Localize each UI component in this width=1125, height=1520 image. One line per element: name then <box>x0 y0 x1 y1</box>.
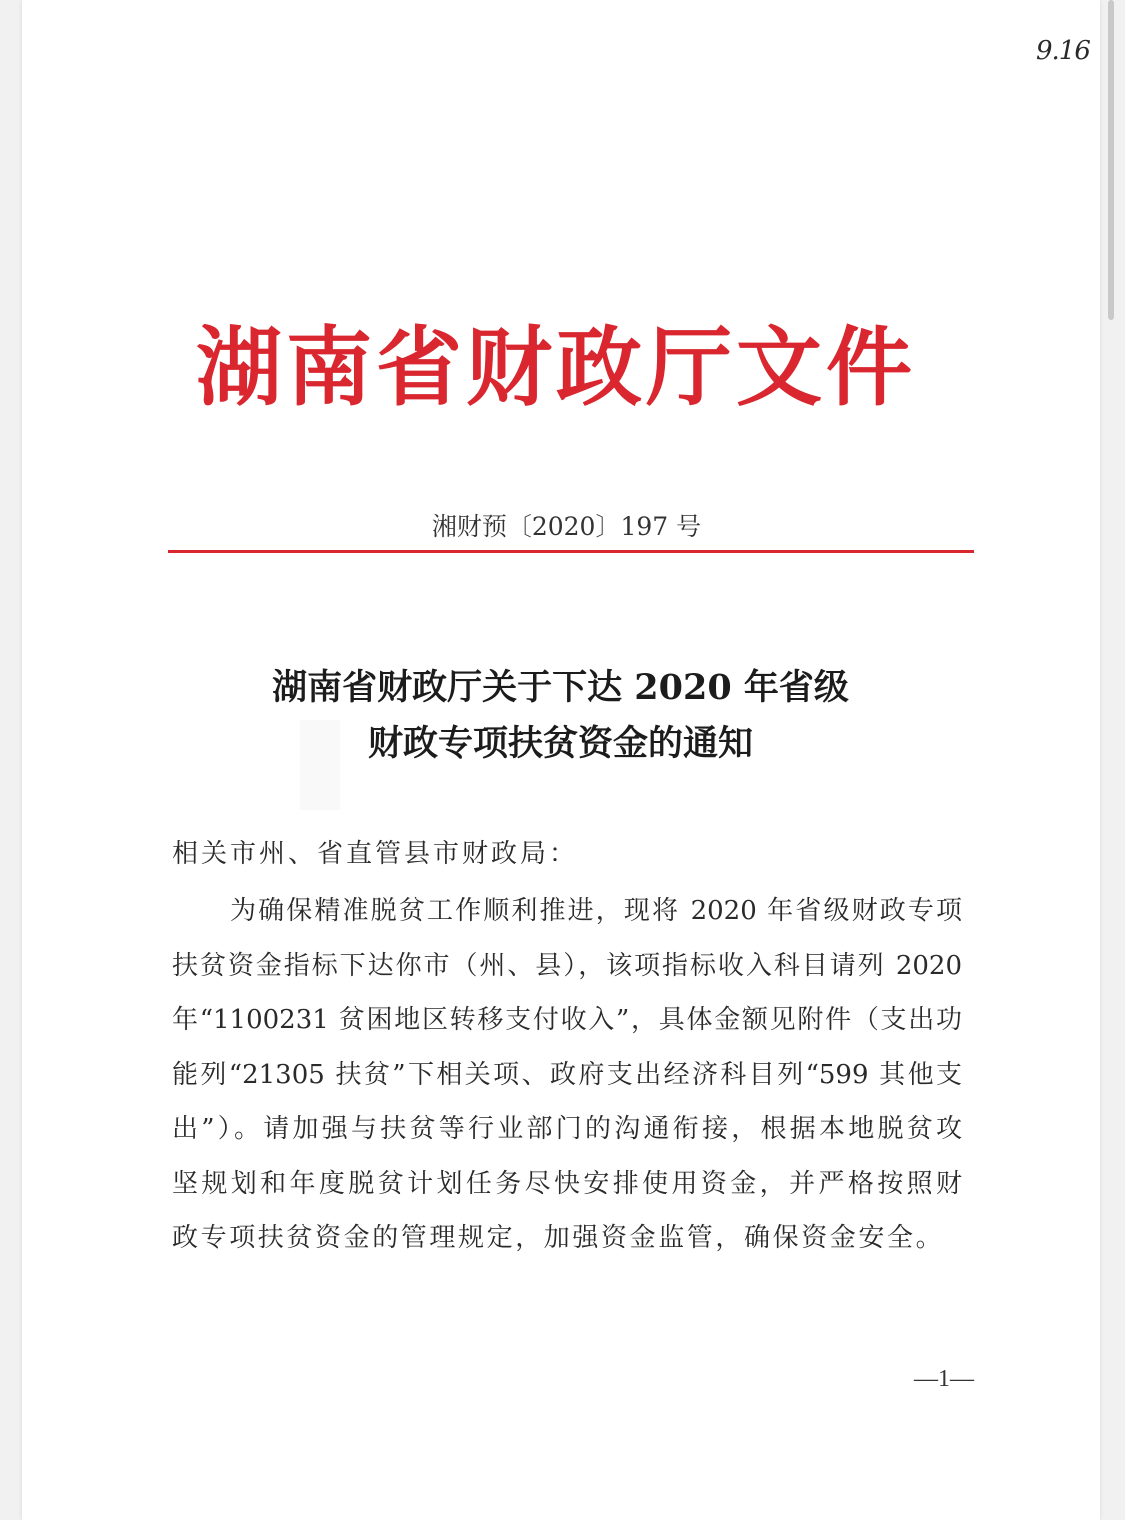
masthead-divider <box>168 550 974 553</box>
page-number: —1— <box>914 1366 974 1392</box>
body-line: 为确保精准脱贫工作顺利推进，现将 2020 年省级财政专项 <box>230 896 962 926</box>
document-number: 湘财预〔2020〕197 号 <box>431 512 702 541</box>
body-line: 出”）。请加强与扶贫等行业部门的沟通衔接，根据本地脱贫攻 <box>172 1114 962 1144</box>
title-line-1: 湖南省财政厅关于下达 2020 年省级 <box>272 667 849 708</box>
title-line-2: 财政专项扶贫资金的通知 <box>367 723 753 764</box>
document-body <box>172 884 962 1266</box>
body-line: 扶贫资金指标下达你市（州、县），该项指标收入科目请列 2020 <box>172 950 962 981</box>
salutation: 相关市州、省直管县市财政局： <box>172 839 579 869</box>
body-line: 年“1100231 贫困地区转移支付收入”，具体金额见附件（支出功 <box>172 1005 962 1035</box>
body-line: 能列“21305 扶贫”下相关项、政府支出经济科目列“599 其他支 <box>172 1059 962 1090</box>
document-masthead: 湖南省财政厅文件 <box>196 317 916 418</box>
body-line: 政专项扶贫资金的管理规定，加强资金监管，确保资金安全。 <box>172 1223 945 1253</box>
vertical-scrollbar[interactable] <box>1108 0 1114 320</box>
handwritten-note: 9.16 <box>1036 36 1090 66</box>
body-line: 坚规划和年度脱贫计划任务尽快安排使用资金，并严格按照财 <box>172 1168 962 1199</box>
document-title <box>0 660 1125 772</box>
